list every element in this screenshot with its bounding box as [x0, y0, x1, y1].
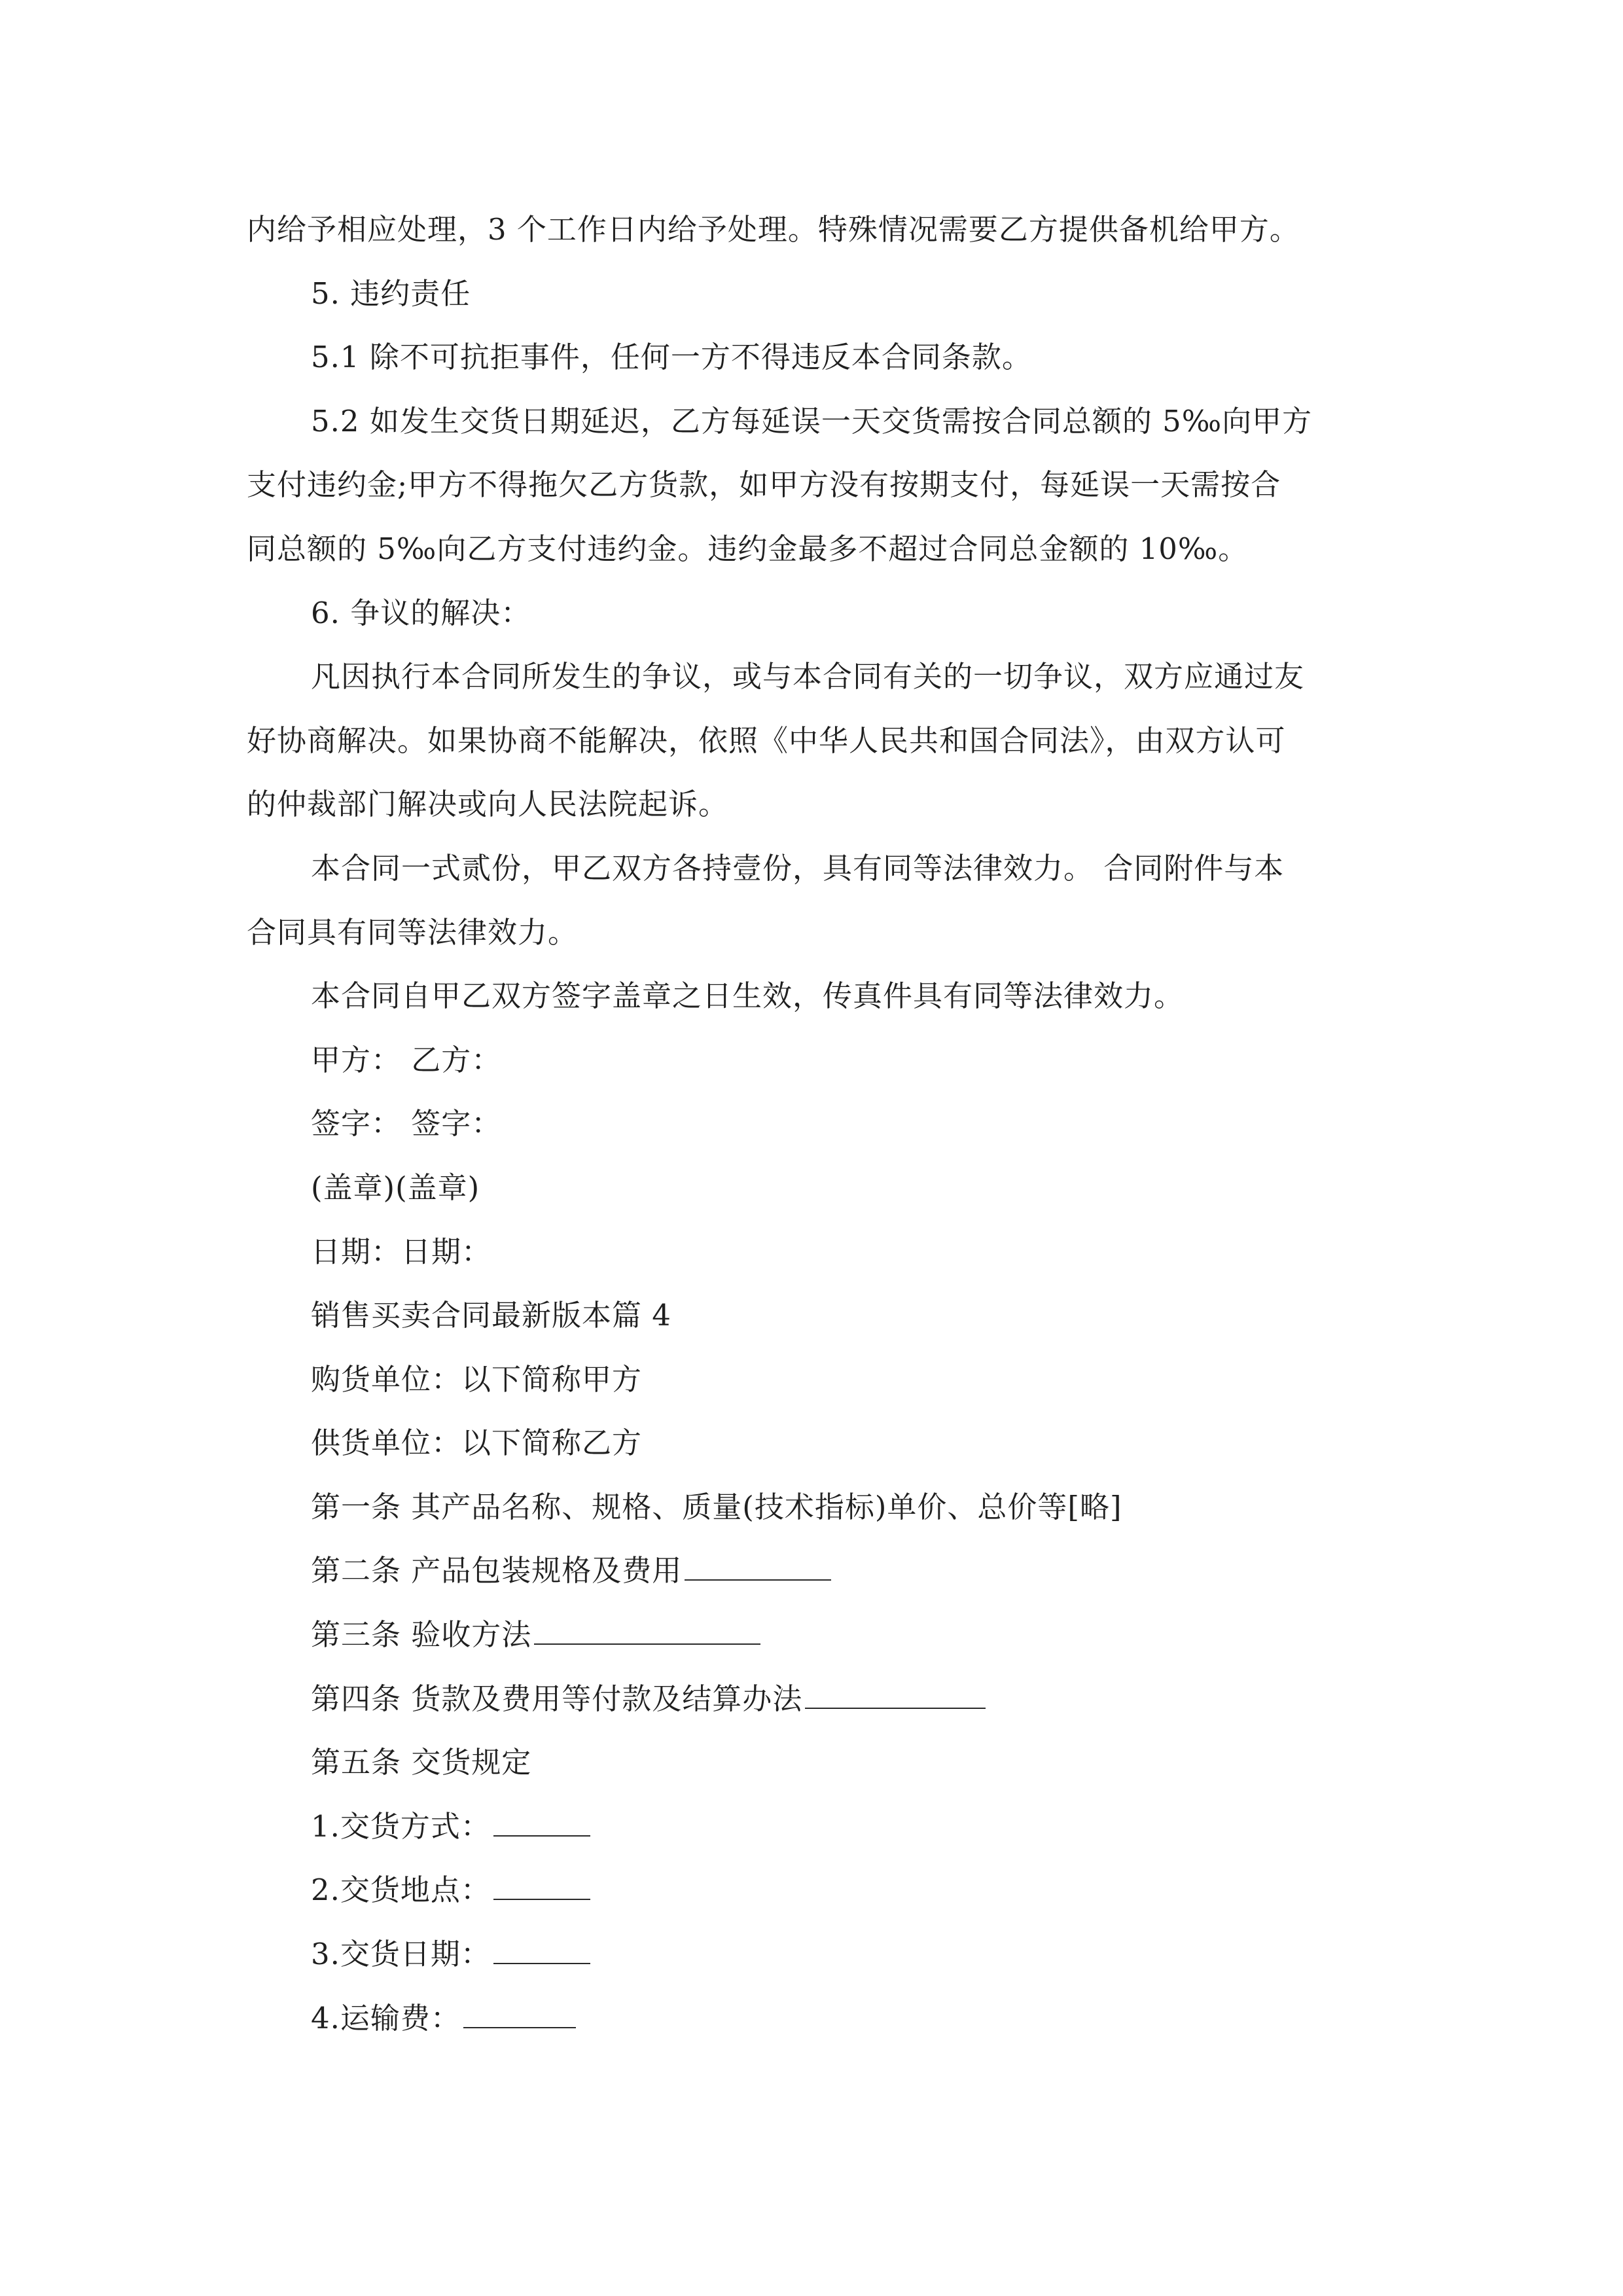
article-3: [247, 1603, 1385, 1667]
delivery-method: [247, 1795, 1385, 1859]
section-heading-breach: 5. 违约责任: [311, 276, 471, 311]
paragraph-line: 支付违约金;甲方不得拖欠乙方货款，如甲方没有按期支付，每延误一天需按合: [247, 467, 1281, 503]
clause-5-2: 5.2 如发生交货日期延迟，乙方每延误一天交货需按合同总额的 5‰向甲方: [311, 403, 1313, 439]
paragraph-line: 内给予相应处理，3 个工作日内给予处理。特殊情况需要乙方提供备机给甲方。: [247, 212, 1300, 247]
paragraph-line: 的仲裁部门解决或向人民法院起诉。: [247, 787, 729, 822]
shipping-fee-text: 4.运输费：: [311, 2000, 461, 2036]
buyer-line: 购货单位：以下简称甲方: [311, 1361, 643, 1397]
article-5: 第五条 交货规定: [311, 1745, 532, 1780]
delivery-place-text: 2.交货地点：: [311, 1873, 491, 1908]
fill-blank: [805, 1685, 986, 1709]
clause-5-1: 5.1 除不可抗拒事件，任何一方不得违反本合同条款。: [311, 340, 1032, 375]
fill-blank: [493, 1876, 590, 1900]
shipping-fee: [247, 1986, 1385, 2051]
signature-date-line: 日期：日期：: [311, 1234, 492, 1269]
paragraph-line: 合同具有同等法律效力。: [247, 914, 579, 950]
article-1: 第一条 其产品名称、规格、质量(技术指标)单价、总价等[略]: [311, 1489, 1122, 1524]
delivery-method-text: 1.交货方式：: [311, 1808, 491, 1844]
article-3-text: 第三条 验收方法: [311, 1617, 532, 1653]
document-body: [247, 198, 1385, 2050]
paragraph-line: 好协商解决。如果协商不能解决，依照《中华人民共和国合同法》，由双方认可: [247, 723, 1286, 758]
article-4: [247, 1667, 1385, 1731]
article-2: [247, 1539, 1385, 1603]
signature-seal-line: (盖章)(盖章): [311, 1170, 480, 1205]
paragraph-line: 凡因执行本合同所发生的争议，或与本合同有关的一切争议，双方应通过友: [311, 659, 1305, 694]
section-title: 销售买卖合同最新版本篇 4: [311, 1298, 671, 1333]
seller-line: 供货单位：以下简称乙方: [311, 1426, 643, 1461]
fill-blank: [463, 2005, 576, 2028]
signature-sign-line: 签字： 签字：: [311, 1106, 502, 1141]
section-heading-dispute: 6. 争议的解决：: [311, 595, 531, 630]
paragraph-line: 本合同自甲乙双方签字盖章之日生效，传真件具有同等法律效力。: [311, 978, 1185, 1014]
article-2-text: 第二条 产品包装规格及费用: [311, 1553, 683, 1588]
article-4-text: 第四条 货款及费用等付款及结算办法: [311, 1681, 803, 1716]
fill-blank: [493, 1941, 590, 1964]
signature-party-line: 甲方： 乙方：: [311, 1042, 502, 1077]
fill-blank: [534, 1621, 760, 1645]
paragraph-line: 本合同一式贰份，甲乙双方各持壹份，具有同等法律效力。 合同附件与本: [311, 850, 1285, 886]
delivery-date: [247, 1922, 1385, 1986]
fill-blank: [493, 1813, 590, 1837]
fill-blank: [685, 1557, 831, 1581]
paragraph-line: 同总额的 5‰向乙方支付违约金。违约金最多不超过合同总金额的 10‰。: [247, 531, 1249, 566]
delivery-date-text: 3.交货日期：: [311, 1937, 491, 1972]
delivery-place: [247, 1858, 1385, 1922]
